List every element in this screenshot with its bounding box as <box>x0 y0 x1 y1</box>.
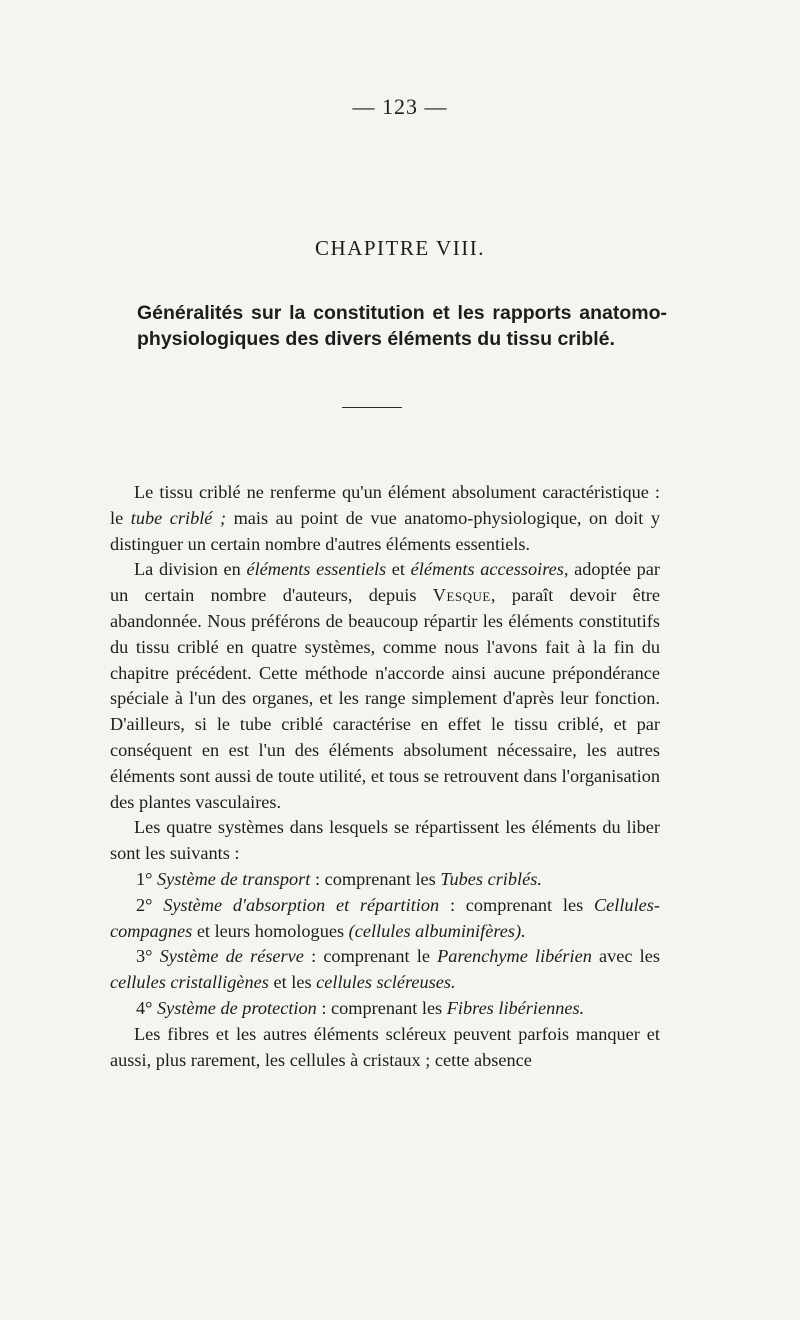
system-number: 4° <box>136 997 158 1018</box>
system-connector: : comprenant le <box>303 946 438 967</box>
paragraph: Les quatre systèmes dans lesquels se répartissent les éléments du liber sont les suivants : <box>110 817 660 864</box>
system-element: Parenchyme libérien <box>437 946 592 967</box>
system-name: Système de transport <box>157 868 311 889</box>
paragraph: La division en éléments essentiels et éléments accessoires, adoptée par un certain nombre d'auteurs, depuis Vesque, paraît devoir être abandonnée. Nous préférons de beaucoup répartir les éléments constitutifs du tissu criblé en quatre systèmes, comme nous l'avons fait à la fin du chapitre précédent. Cette méthode n'accorde ainsi aucune prépondérance spéciale à l'un des organes, et les range simplement d'après leur fonction. D'ailleurs, si le tube criblé caractérise en effet le tissu criblé, et par conséquent en est l'un des éléments absolument nécessaire, les autres éléments sont aussi de toute utilité, et tous se retrouvent dans l'organisation des plantes vasculaires. <box>110 559 660 812</box>
system-item <box>110 944 660 996</box>
system-name: Système de réserve <box>159 946 304 967</box>
system-name: Système de protection <box>157 997 317 1018</box>
system-number: 2° <box>136 894 164 915</box>
system-element: cellules cristalligènes <box>110 972 269 993</box>
system-element: cellules scléreuses. <box>316 972 456 993</box>
paragraph: Les fibres et les autres éléments scléreux peuvent parfois manquer et aussi, plus rarement, les cellules à cristaux ; cette absence <box>110 1023 660 1070</box>
system-text: avec les <box>591 946 660 967</box>
system-element: Fibres libériennes. <box>446 997 585 1018</box>
system-element: (cellules albuminifères). <box>348 920 526 941</box>
system-element: Tubes criblés. <box>440 868 542 889</box>
chapter-title: CHAPITRE VIII. <box>315 236 485 260</box>
system-text: et les <box>268 972 317 993</box>
paragraph: Le tissu criblé ne renferme qu'un élément absolument caractéristique : le tube criblé ; mais au point de vue anatomo-physiologique, on doit y distinguer un certain nombre d'autres éléments essentiels. <box>110 482 660 554</box>
system-number: 1° <box>136 868 158 889</box>
system-item <box>110 893 660 945</box>
system-element: Cellules-compagnes <box>110 894 660 941</box>
system-connector: : comprenant les <box>316 997 447 1018</box>
system-item <box>110 996 660 1022</box>
system-text: et leurs homologues <box>192 920 349 941</box>
systems-list <box>110 867 660 1022</box>
system-name: Système d'absorption et répartition <box>163 894 440 915</box>
system-number: 3° <box>136 946 160 967</box>
body-text <box>110 480 660 1073</box>
system-item <box>110 867 660 893</box>
page-number: — 123 — <box>352 94 448 119</box>
system-connector: : comprenant les <box>310 868 441 889</box>
separator-rule <box>342 407 402 408</box>
section-heading: Généralités sur la constitution et les rapports anatomo-physiologiques des divers éléments du tissu criblé. <box>137 302 667 350</box>
system-connector: : comprenant les <box>439 894 594 915</box>
